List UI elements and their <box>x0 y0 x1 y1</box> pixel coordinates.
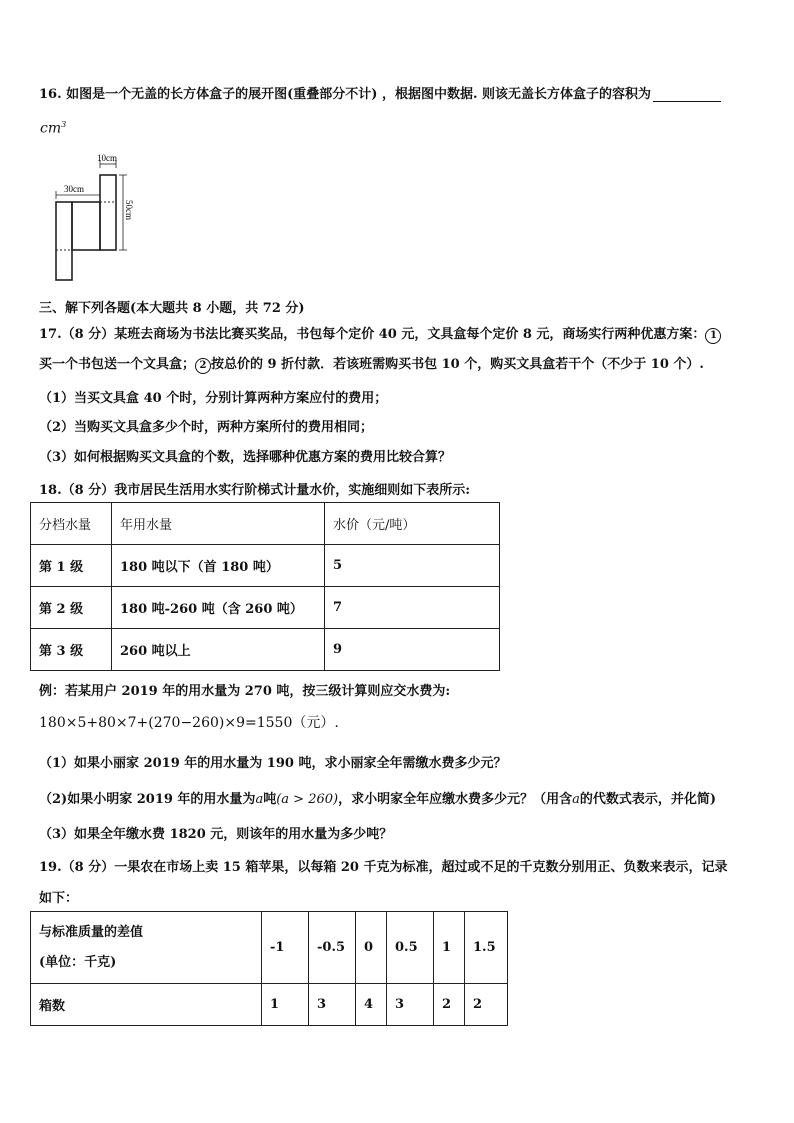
water-price-table <box>30 502 500 671</box>
q19-line2: 如下： <box>39 891 79 906</box>
q18-intro: 18.（8 分）我市居民生活用水实行阶梯式计量水价，实施细则如下表所示: <box>39 483 470 498</box>
variable-a: a <box>255 792 264 807</box>
table-cell: 1 <box>434 912 465 984</box>
section3-heading: 三、解下列各题(本大题共 8 小题，共 72 分) <box>39 301 305 316</box>
table-cell: 4 <box>356 984 387 1026</box>
table-cell: 260 吨以上 <box>112 629 325 671</box>
q16-unit-exp: 3 <box>61 120 67 129</box>
table-cell: 3 <box>387 984 434 1026</box>
q18-sub2-stem: （2)如果小明家 2019 年的用水量为 <box>39 792 256 807</box>
q16-text <box>39 83 721 102</box>
q18-example: 例：若某用户 2019 年的用水量为 270 吨，按三级计算则应交水费为: <box>39 684 451 699</box>
q17-sub2: （2）当购买文具盒多少个时，两种方案所付的费用相同； <box>39 420 374 435</box>
q18-sub2-note: 的代数式表示，并化简) <box>579 792 717 807</box>
row-label-line: 与标准质量的差值 <box>39 924 144 940</box>
q19-line1: 19.（8 分）一果农在市场上卖 15 箱苹果，以每箱 20 千克为标准，超过或不足的千克数分别用正、负数来表示，记录 <box>39 860 728 875</box>
q17-line2 <box>39 353 704 374</box>
q18-sub2 <box>39 788 716 807</box>
q18-sub3: （3）如果全年缴水费 1820 元，则该年的用水量为多少吨？ <box>39 827 393 842</box>
dim-top-label: 10cm <box>97 153 117 163</box>
table-cell: -0.5 <box>309 912 356 984</box>
q17-line1 <box>39 323 721 344</box>
table-cell: 9 <box>325 629 500 671</box>
variable-a: a <box>572 792 580 807</box>
table-row <box>31 587 500 629</box>
q18-sub2-condition: (a > 260) <box>276 792 339 807</box>
q17-sub3: （3）如何根据购买文具盒的个数，选择哪种优惠方案的费用比较合算？ <box>39 450 452 465</box>
table-cell: 第 3 级 <box>31 629 112 671</box>
table-row-label: 箱数 <box>31 984 262 1026</box>
option-1-marker: 1 <box>705 328 721 344</box>
table-header-cell: 年用水量 <box>112 503 325 545</box>
q16-stem: 16. 如图是一个无盖的长方体盒子的展开图(重叠部分不计) ，根据图中数据. 则该无盖长方体盒子的容积为 <box>39 87 652 102</box>
table-header-cell: 分档水量 <box>31 503 112 545</box>
table-row <box>31 912 508 984</box>
q17-plan1: 买一个书包送一个文具盒； <box>39 357 196 372</box>
q18-sub1: （1）如果小丽家 2019 年的用水量为 190 吨，求小丽家全年需缴水费多少元？ <box>39 756 507 771</box>
table-cell: 3 <box>309 984 356 1026</box>
q16-unit-base: cm <box>40 120 62 137</box>
table-cell: 180 吨以下（首 180 吨） <box>112 545 325 587</box>
table-row-label <box>31 912 262 984</box>
box-net-figure <box>40 150 140 285</box>
dim-left-label: 30cm <box>64 184 84 194</box>
row-label-line: (单位：千克) <box>39 954 117 970</box>
table-cell: 5 <box>325 545 500 587</box>
table-cell: -1 <box>262 912 309 984</box>
table-cell: 0 <box>356 912 387 984</box>
table-row <box>31 984 508 1026</box>
option-2-marker: 2 <box>195 358 211 374</box>
q16-unit <box>40 120 66 137</box>
table-cell: 1.5 <box>465 912 508 984</box>
table-cell: 2 <box>434 984 465 1026</box>
apple-weight-table <box>30 911 508 1026</box>
table-cell: 2 <box>465 984 508 1026</box>
table-header-row <box>31 503 500 545</box>
table-row <box>31 629 500 671</box>
q18-sub2-unit: 吨 <box>263 792 277 807</box>
q17-sub1: （1）当买文具盒 40 个时，分别计算两种方案应付的费用； <box>39 391 388 406</box>
q18-formula: 180×5+80×7+(270−260)×9=1550（元）. <box>39 715 339 731</box>
dim-right-label: 50cm <box>124 200 134 220</box>
table-header-cell: 水价（元/吨） <box>325 503 500 545</box>
table-cell: 1 <box>262 984 309 1026</box>
table-cell: 7 <box>325 587 500 629</box>
q17-stem: 17.（8 分）某班去商场为书法比赛买奖品，书包每个定价 40 元，文具盒每个定价 8 元，商场实行两种优惠方案： <box>39 327 706 342</box>
table-row <box>31 545 500 587</box>
table-cell: 第 1 级 <box>31 545 112 587</box>
table-cell: 0.5 <box>387 912 434 984</box>
q17-plan2: 按总价的 9 折付款．若该班需购买书包 10 个，购买文具盒若干个（不少于 10 个）. <box>211 357 704 372</box>
q18-sub2-question: ，求小明家全年应缴水费多少元？（用含 <box>338 792 573 807</box>
table-cell: 第 2 级 <box>31 587 112 629</box>
table-cell: 180 吨-260 吨（含 260 吨） <box>112 587 325 629</box>
q16-answer-blank[interactable] <box>653 88 721 102</box>
